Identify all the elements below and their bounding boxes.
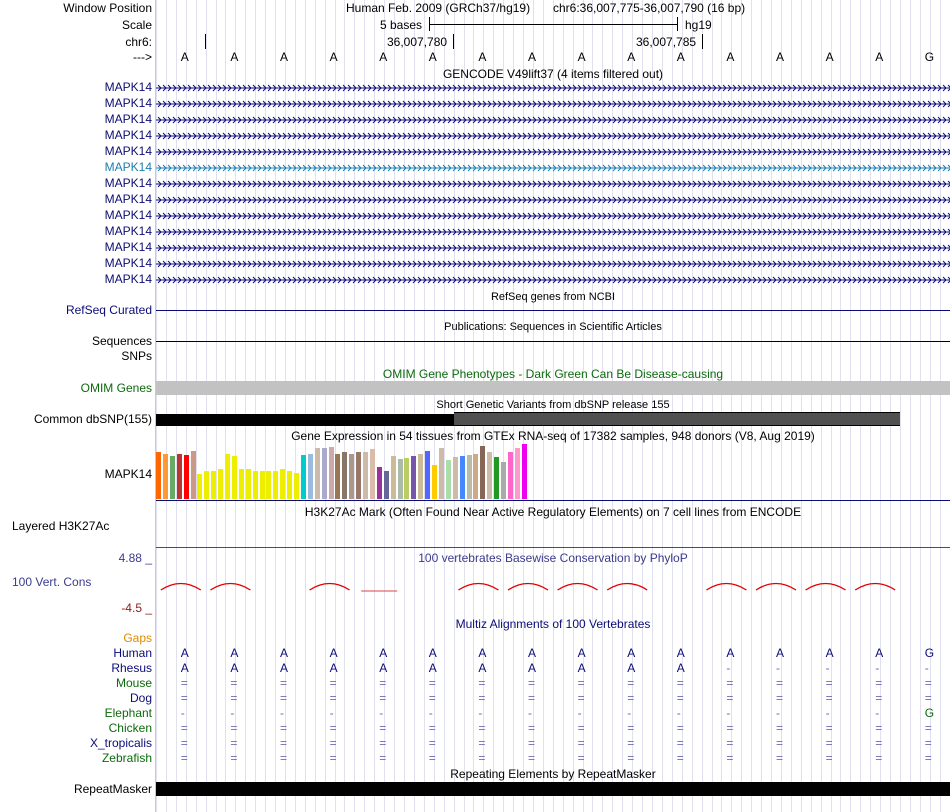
ruler-tick-1 [453, 34, 454, 49]
gencode-title[interactable]: GENCODE V49lift37 (4 items filtered out) [442, 67, 664, 81]
publications-title[interactable]: Publications: Sequences in Scientific Articles [444, 321, 662, 333]
alignment-base: = [825, 721, 833, 735]
gtex-tissue-bar[interactable] [342, 452, 347, 499]
gtex-tissue-bar[interactable] [404, 458, 409, 499]
gtex-tissue-bar[interactable] [315, 448, 320, 499]
gtex-tissue-bar[interactable] [377, 467, 382, 499]
gtex-tissue-bar[interactable] [260, 471, 265, 499]
alignment-base: = [180, 691, 188, 705]
alignment-base: = [230, 691, 238, 705]
gencode-gene-label[interactable]: MAPK14 [104, 80, 152, 94]
gencode-gene-label[interactable]: MAPK14 [104, 272, 152, 286]
alignment-base: = [875, 751, 883, 765]
alignment-base: A [577, 661, 586, 675]
base-letter: G [924, 50, 935, 64]
alignment-base: = [776, 751, 784, 765]
base-letter: A [825, 50, 834, 64]
alignment-base: A [676, 661, 685, 675]
gtex-tissue-bar[interactable] [432, 465, 437, 499]
alignment-base: = [627, 691, 635, 705]
alignment-base: = [528, 691, 536, 705]
dbsnp-label[interactable]: Common dbSNP(155) [33, 412, 152, 426]
gtex-tissue-bar[interactable] [204, 471, 209, 499]
repeatmasker-bar[interactable] [156, 782, 950, 796]
alignment-base: = [478, 736, 486, 750]
repeatmasker-label[interactable]: RepeatMasker [73, 782, 152, 796]
alignment-base: = [875, 676, 883, 690]
gencode-transcript[interactable] [156, 81, 950, 97]
alignment-base: A [577, 646, 586, 660]
alignment-base: - [230, 706, 235, 720]
alignment-base: A [776, 646, 785, 660]
alignment-base: = [627, 721, 635, 735]
alignment-base: - [825, 706, 830, 720]
refseq-label[interactable]: RefSeq Curated [65, 303, 152, 317]
phylop-mark [806, 584, 846, 591]
gtex-tissue-bar[interactable] [232, 456, 237, 499]
base-letter: A [528, 50, 537, 64]
alignment-base: = [428, 736, 436, 750]
alignment-base: - [577, 706, 582, 720]
alignment-base: = [726, 751, 734, 765]
gtex-tissue-bar[interactable] [253, 471, 258, 499]
alignment-base: = [676, 676, 684, 690]
alignment-base: A [230, 661, 239, 675]
alignment-base: = [280, 736, 288, 750]
phylop-title[interactable]: 100 vertebrates Basewise Conservation by PhyloP [418, 551, 688, 565]
gencode-transcript[interactable] [156, 161, 950, 177]
gtex-tissue-bar[interactable] [197, 474, 202, 499]
alignment-base: = [627, 751, 635, 765]
dbsnp-bar-black[interactable] [156, 414, 454, 426]
base-letter: A [280, 50, 289, 64]
gtex-tissue-bar[interactable] [508, 452, 513, 499]
phylop-min-label: -4.5 _ [121, 601, 152, 615]
gtex-tissue-bar[interactable] [294, 473, 299, 499]
ruler-tick-2 [702, 34, 703, 49]
gtex-tissue-bar[interactable] [170, 456, 175, 499]
alignment-base: A [329, 661, 338, 675]
gtex-tissue-bar[interactable] [494, 457, 499, 499]
alignment-base: - [875, 661, 880, 675]
gtex-tissue-bar[interactable] [439, 448, 444, 499]
alignment-base: = [180, 751, 188, 765]
alignment-base: = [428, 751, 436, 765]
alignment-base: = [230, 721, 238, 735]
ruler-tick-0 [205, 34, 206, 49]
alignment-base: - [627, 706, 632, 720]
alignment-base: = [528, 676, 536, 690]
alignment-base: A [478, 646, 487, 660]
alignment-base: A [726, 646, 735, 660]
species-label[interactable]: Chicken [108, 721, 152, 735]
gencode-gene-label[interactable]: MAPK14 [104, 144, 152, 158]
ruler-tick2-label: 36,007,785 [636, 35, 697, 49]
alignment-base: = [676, 736, 684, 750]
alignment-base: = [924, 721, 932, 735]
h3k27ac-baseline [156, 547, 950, 548]
species-label[interactable]: Zebrafish [101, 751, 152, 765]
gtex-tissue-bar[interactable] [411, 456, 416, 499]
alignment-base: = [577, 736, 585, 750]
gtex-tissue-bar[interactable] [177, 454, 182, 499]
gencode-gene-label[interactable]: MAPK14 [104, 256, 152, 270]
alignment-base: = [379, 751, 387, 765]
alignment-base: = [280, 721, 288, 735]
gtex-tissue-bar[interactable] [349, 454, 354, 499]
base-letter: A [379, 50, 388, 64]
alignment-base: = [825, 691, 833, 705]
alignment-base: = [428, 676, 436, 690]
gtex-tissue-bar[interactable] [246, 469, 251, 499]
alignment-base: = [825, 736, 833, 750]
alignment-base: = [577, 751, 585, 765]
alignment-base: A [428, 661, 437, 675]
alignment-base: = [329, 676, 337, 690]
alignment-base: = [379, 721, 387, 735]
gencode-gene-label[interactable]: MAPK14 [104, 160, 152, 174]
alignment-base: = [329, 691, 337, 705]
alignment-base: = [478, 676, 486, 690]
alignment-base: = [676, 691, 684, 705]
alignment-base: A [528, 646, 537, 660]
gtex-tissue-bar[interactable] [473, 454, 478, 499]
alignment-base: A [528, 661, 537, 675]
base-letter: A [627, 50, 636, 64]
alignment-base: = [180, 676, 188, 690]
alignment-base: A [329, 646, 338, 660]
phylop-mark [706, 584, 746, 591]
phylop-mark [756, 584, 796, 591]
alignment-base: = [924, 751, 932, 765]
gencode-transcript[interactable] [156, 225, 950, 241]
window-position-label: Window Position [63, 1, 152, 15]
gtex-gene-label[interactable]: MAPK14 [104, 467, 152, 481]
gtex-tissue-bar[interactable] [425, 451, 430, 499]
alignment-base: - [875, 706, 880, 720]
alignment-base: = [230, 676, 238, 690]
gtex-tissue-bar[interactable] [522, 444, 527, 499]
gencode-gene-label[interactable]: MAPK14 [104, 176, 152, 190]
gtex-tissue-bar[interactable] [322, 448, 327, 499]
phylop-mark [458, 584, 498, 591]
alignment-base: - [776, 706, 780, 720]
gencode-transcript[interactable] [156, 209, 950, 225]
gencode-transcript[interactable] [156, 177, 950, 193]
alignment-base: - [379, 706, 384, 720]
alignment-base: A [379, 646, 388, 660]
omim-bar[interactable] [156, 381, 950, 395]
gtex-tissue-bar[interactable] [335, 454, 340, 499]
gtex-tissue-bar[interactable] [515, 448, 520, 499]
alignment-base: G [924, 646, 935, 660]
chrom-label: chr6: [125, 35, 152, 49]
dbsnp-title[interactable]: Short Genetic Variants from dbSNP release 155 [436, 399, 670, 411]
alignment-base: = [577, 676, 585, 690]
gtex-title[interactable]: Gene Expression in 54 tissues from GTEx RNA-seq of 17382 samples, 948 donors (V8, Aug 2019) [291, 429, 815, 443]
base-letter: A [676, 50, 685, 64]
gtex-tissue-bar[interactable] [308, 454, 313, 499]
alignment-base: = [924, 676, 932, 690]
h3k27ac-title[interactable]: H3K27Ac Mark (Often Found Near Active Regulatory Elements) on 7 cell lines from ENCODE [304, 505, 802, 519]
alignment-base: = [776, 721, 784, 735]
phylop-label[interactable]: 100 Vert. Cons [12, 575, 92, 589]
gtex-baseline [156, 500, 950, 501]
gtex-tissue-bar[interactable] [184, 455, 189, 499]
alignment-base: = [180, 721, 188, 735]
alignment-base: A [627, 661, 636, 675]
base-letter: A [329, 50, 338, 64]
gtex-tissue-bar[interactable] [487, 452, 492, 499]
gtex-tissue-bar[interactable] [418, 454, 423, 499]
gtex-tissue-bar[interactable] [370, 449, 375, 499]
gtex-tissue-bar[interactable] [467, 455, 472, 499]
alignment-base: = [627, 676, 635, 690]
gtex-tissue-bar[interactable] [211, 471, 216, 499]
gtex-tissue-bar[interactable] [301, 455, 306, 499]
alignment-base: = [825, 676, 833, 690]
alignment-base: = [379, 736, 387, 750]
alignment-base: - [180, 706, 185, 720]
gtex-tissue-bar[interactable] [480, 446, 485, 499]
alignment-base: = [528, 721, 536, 735]
base-letter: A [180, 50, 189, 64]
alignment-base: = [230, 736, 238, 750]
gtex-tissue-bar[interactable] [218, 469, 223, 499]
strand-label: ---> [133, 50, 152, 64]
phylop-mark [607, 584, 647, 591]
gtex-tissue-bar[interactable] [280, 469, 285, 499]
gencode-gene-label[interactable]: MAPK14 [104, 96, 152, 110]
species-label[interactable]: X_tropicalis [89, 736, 152, 750]
alignment-base: = [478, 721, 486, 735]
alignment-base: A [627, 646, 636, 660]
alignment-base: = [776, 736, 784, 750]
gencode-transcript[interactable] [156, 273, 950, 289]
alignment-base: = [627, 736, 635, 750]
alignment-base: = [676, 721, 684, 735]
gtex-tissue-bar[interactable] [225, 454, 230, 499]
gencode-transcript[interactable] [156, 145, 950, 161]
alignment-base: A [280, 646, 289, 660]
scale-db: hg19 [685, 18, 712, 32]
alignment-base: A [825, 646, 834, 660]
multiz-title[interactable]: Multiz Alignments of 100 Vertebrates [455, 617, 651, 631]
gencode-gene-label[interactable]: MAPK14 [104, 128, 152, 142]
alignment-base: = [875, 736, 883, 750]
gencode-transcript[interactable] [156, 113, 950, 129]
gtex-tissue-bar[interactable] [398, 459, 403, 499]
alignment-base: - [280, 706, 284, 720]
refseq-line [156, 310, 950, 311]
gencode-transcript[interactable] [156, 193, 950, 209]
gencode-gene-label[interactable]: MAPK14 [104, 112, 152, 126]
gencode-transcript[interactable] [156, 241, 950, 257]
alignment-base: = [924, 736, 932, 750]
publications-label[interactable]: Sequences [91, 334, 152, 348]
alignment-base: - [825, 661, 830, 675]
gtex-tissue-bar[interactable] [329, 447, 334, 499]
ruler-tick1-label: 36,007,780 [387, 35, 448, 49]
phylop-max-label: 4.88 _ [118, 551, 152, 565]
gtex-tissue-bar[interactable] [460, 456, 465, 499]
alignment-base: = [230, 751, 238, 765]
base-letter: A [875, 50, 884, 64]
alignment-base: = [726, 736, 734, 750]
alignment-base: = [776, 676, 784, 690]
species-label[interactable]: Human [113, 646, 152, 660]
gtex-tissue-bar[interactable] [446, 460, 451, 499]
alignment-base: - [329, 706, 334, 720]
alignment-base: = [379, 676, 387, 690]
phylop-plot[interactable] [156, 575, 950, 597]
phylop-mark [161, 584, 201, 591]
alignment-base: - [924, 661, 929, 675]
alignment-base: = [329, 736, 337, 750]
species-label[interactable]: Elephant [104, 706, 152, 720]
scale-bar [429, 24, 678, 25]
h3k27ac-label[interactable]: Layered H3K27Ac [12, 519, 110, 533]
publications-line [156, 341, 950, 342]
alignment-base: = [478, 691, 486, 705]
gencode-gene-label[interactable]: MAPK14 [104, 224, 152, 238]
alignment-base: - [428, 706, 433, 720]
alignment-base: G [924, 706, 935, 720]
alignment-base: - [726, 661, 731, 675]
omim-label[interactable]: OMIM Genes [80, 381, 152, 395]
alignment-base: = [875, 721, 883, 735]
gtex-tissue-bar[interactable] [239, 469, 244, 499]
gtex-tissue-bar[interactable] [287, 471, 292, 499]
gencode-gene-label[interactable]: MAPK14 [104, 208, 152, 222]
gtex-tissue-bar[interactable] [266, 471, 271, 499]
alignment-base: A [180, 646, 189, 660]
alignment-base: = [577, 721, 585, 735]
gencode-transcript[interactable] [156, 129, 950, 145]
gencode-transcript[interactable] [156, 257, 950, 273]
alignment-base: = [676, 751, 684, 765]
gtex-tissue-bar[interactable] [163, 454, 168, 499]
base-letter: A [428, 50, 437, 64]
alignment-base: = [280, 751, 288, 765]
alignment-base: = [379, 691, 387, 705]
alignment-base: = [528, 736, 536, 750]
phylop-mark [508, 584, 548, 591]
alignment-base: = [825, 751, 833, 765]
alignment-base: A [230, 646, 239, 660]
scale-bar-right [677, 17, 678, 31]
gaps-label: Gaps [123, 631, 152, 645]
alignment-base: = [577, 691, 585, 705]
alignment-base: = [528, 751, 536, 765]
alignment-base: = [329, 721, 337, 735]
alignment-base: = [726, 676, 734, 690]
gencode-gene-label[interactable]: MAPK14 [104, 192, 152, 206]
track-labels [0, 0, 154, 812]
alignment-base: A [478, 661, 487, 675]
alignment-base: = [280, 676, 288, 690]
alignment-base: - [776, 661, 780, 675]
gtex-tissue-bar[interactable] [384, 471, 389, 499]
phylop-mark [558, 584, 598, 591]
alignment-base: = [726, 691, 734, 705]
gtex-tissue-bar[interactable] [363, 452, 368, 499]
alignment-base: A [676, 646, 685, 660]
alignment-base: A [280, 661, 289, 675]
scale-label: Scale [121, 18, 152, 32]
phylop-mark [855, 584, 895, 591]
alignment-base: = [478, 751, 486, 765]
alignment-base: = [180, 736, 188, 750]
assembly-text: Human Feb. 2009 (GRCh37/hg19) [346, 1, 531, 15]
alignment-base: = [726, 721, 734, 735]
base-letter: A [726, 50, 735, 64]
gtex-tissue-bar[interactable] [156, 452, 161, 499]
alignment-base: A [180, 661, 189, 675]
alignment-base: A [379, 661, 388, 675]
alignment-base: = [280, 691, 288, 705]
base-letter: A [776, 50, 785, 64]
alignment-base: - [528, 706, 532, 720]
alignment-base: = [428, 721, 436, 735]
alignment-base: - [478, 706, 483, 720]
gencode-transcript[interactable] [156, 97, 950, 113]
alignment-base: - [726, 706, 731, 720]
alignment-base: - [676, 706, 681, 720]
gtex-tissue-bar[interactable] [356, 452, 361, 499]
gencode-gene-label[interactable]: MAPK14 [104, 240, 152, 254]
alignment-base: A [875, 646, 884, 660]
alignment-base: = [428, 691, 436, 705]
refseq-title[interactable]: RefSeq genes from NCBI [490, 291, 616, 303]
omim-title[interactable]: OMIM Gene Phenotypes - Dark Green Can Be Disease-causing [382, 367, 724, 381]
base-letter: A [230, 50, 239, 64]
gtex-tissue-bar[interactable] [501, 462, 506, 499]
species-label[interactable]: Mouse [115, 676, 152, 690]
alignment-base: A [428, 646, 437, 660]
position-text: chr6:36,007,775-36,007,790 (16 bp) [553, 1, 746, 15]
dbsnp-bar-grey[interactable] [454, 412, 900, 426]
snps-label[interactable]: SNPs [121, 349, 152, 363]
repeatmasker-title[interactable]: Repeating Elements by RepeatMasker [450, 767, 656, 781]
scale-text: 5 bases [380, 18, 423, 32]
gtex-tissue-bar[interactable] [391, 456, 396, 499]
alignment-base: = [875, 691, 883, 705]
phylop-mark [210, 584, 250, 591]
gtex-tissue-bar[interactable] [191, 451, 196, 499]
base-letter: A [577, 50, 586, 64]
species-label[interactable]: Rhesus [111, 661, 152, 675]
alignment-base: = [329, 751, 337, 765]
gtex-tissue-bar[interactable] [273, 471, 278, 499]
gtex-tissue-bar[interactable] [453, 457, 458, 499]
base-letter: A [478, 50, 487, 64]
phylop-mark [310, 584, 350, 591]
species-label[interactable]: Dog [129, 691, 152, 705]
alignment-base: = [776, 691, 784, 705]
alignment-base: = [924, 691, 932, 705]
gtex-chart[interactable] [156, 443, 556, 499]
